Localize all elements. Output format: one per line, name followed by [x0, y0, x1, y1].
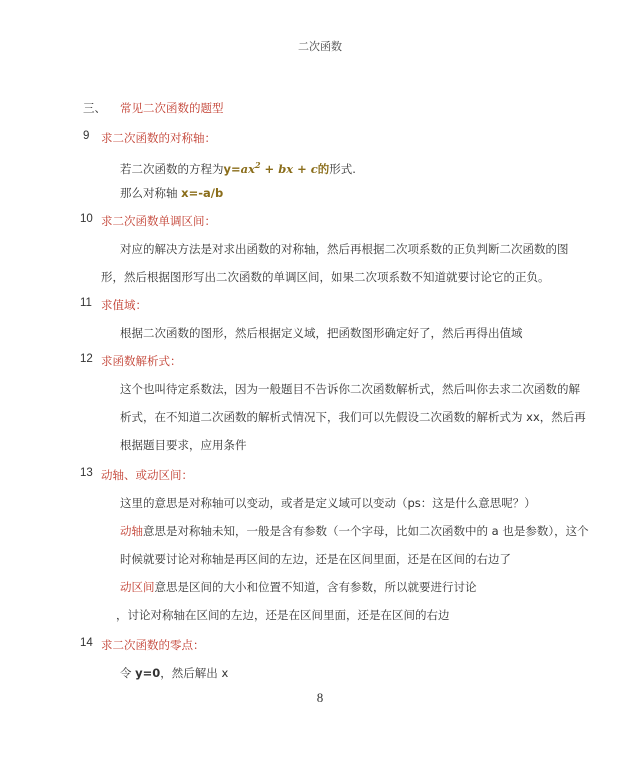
equation-y: y= [223, 161, 241, 176]
item-11-line-1: 根据二次函数的图形，然后根据定义域，把函数图形确定好了，然后再得出值域 [120, 326, 523, 340]
item-13-line-2 [120, 523, 589, 539]
item-9-line-2 [120, 185, 223, 201]
item-10-heading: 求二次函数单调区间： [101, 214, 216, 228]
item-10-number: 10 [80, 213, 93, 225]
item-9-heading: 求二次函数的对称轴： [101, 131, 216, 145]
item-12-line-2: 析式，在不知道二次函数的解析式情况下，我们可以先假设二次函数的解析式为 xx，然后再 [120, 410, 586, 424]
equation-c: c [310, 161, 318, 176]
item-9-axis-text: 那么对称轴 [120, 186, 182, 200]
moving-axis-text: 意思是对称轴未知，一般是含有参数（一个字母，比如二次函数中的 a 也是参数），这个 [143, 524, 589, 538]
item-12-heading: 求函数解析式： [101, 354, 182, 368]
item-14-number: 14 [80, 637, 93, 649]
item-12-number: 12 [80, 353, 93, 365]
item-14-line-1 [120, 665, 228, 681]
item-12-line-3: 根据题目要求，应用条件 [120, 438, 247, 452]
equation-bx: bx [278, 161, 294, 176]
item-13-heading: 动轴、或动区间： [101, 468, 193, 482]
item-14-rest: ，然后解出 x [160, 666, 229, 680]
item-14-let: 令 [120, 666, 136, 680]
page-title: 二次函数 [298, 40, 342, 53]
item-13-line-1: 这里的意思是对称轴可以变动，或者是定义域可以变动（ps：这是什么意思呢？） [120, 496, 536, 510]
item-12-line-1: 这个也叫待定系数法，因为一般题目不告诉你二次函数解析式，然后叫你去求二次函数的解 [120, 382, 580, 396]
axis-formula: x=-a/b [181, 186, 224, 200]
item-13-line-4 [120, 579, 477, 595]
section-number: 三、 [83, 101, 106, 115]
item-9-line-1 [120, 157, 356, 177]
item-9-text: 若二次函数的方程为 [120, 161, 224, 176]
item-11-heading: 求值域： [101, 298, 147, 312]
item-10-line-1: 对应的解决方法是对求出函数的对称轴，然后再根据二次项系数的正负判断二次函数的图 [120, 242, 569, 256]
item-14-heading: 求二次函数的零点： [101, 638, 205, 652]
moving-interval-text: 意思是区间的大小和位置不知道，含有参数，所以就要进行讨论 [154, 580, 477, 594]
item-9-form: 形式. [329, 161, 356, 176]
page-number: 8 [316, 690, 324, 705]
item-13-line-5: ，讨论对称轴在区间的左边，还是在区间里面，还是在区间的右边 [116, 608, 450, 622]
item-10-line-2: 形，然后根据图形写出二次函数的单调区间，如果二次项系数不知道就要讨论它的正负。 [101, 270, 550, 284]
item-13-line-3: 时候就要讨论对称轴是再区间的左边，还是在区间里面，还是在区间的右边了 [120, 552, 511, 566]
equation-plus-2: + [293, 161, 311, 176]
moving-axis-label: 动轴 [120, 524, 143, 538]
equation-plus-1: + [260, 161, 279, 176]
equation-suffix-de: 的 [317, 161, 330, 176]
item-11-number: 11 [80, 297, 92, 309]
item-14-equation: y=0 [135, 666, 161, 680]
equation-ax: ax [240, 161, 255, 176]
section-heading: 常见二次函数的题型 [120, 101, 224, 115]
item-13-number: 13 [80, 467, 93, 479]
item-9-number: 9 [83, 130, 90, 142]
equation-exponent: 2 [254, 160, 261, 170]
moving-interval-label: 动区间 [120, 580, 155, 594]
